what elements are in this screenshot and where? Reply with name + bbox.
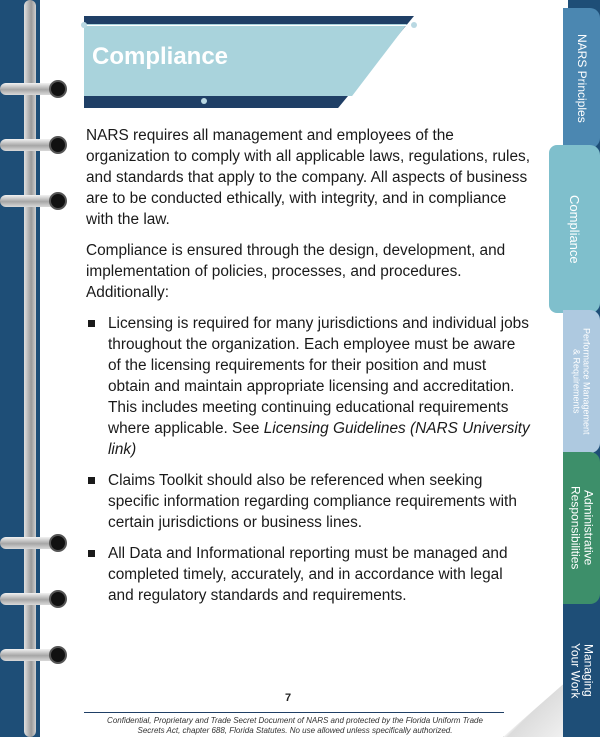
- bullet-icon: [88, 477, 95, 484]
- banner-dot: [81, 22, 87, 28]
- bullet-text: All Data and Informational reporting must be managed and completed timely, accurately, and in accordance with legal and regulatory standards and requirements.: [108, 545, 508, 604]
- intro-paragraph: NARS requires all management and employees of the organization to comply with all applicable laws, regulations, rules, and standards that apply to the company. All aspects of business are to be conducted ethically, with integrity, and in compliance with the law.: [86, 127, 530, 228]
- footer-notice: Confidential, Proprietary and Trade Secret Document of NARS and protected by the Florida Uniform Trade Secrets Act, chapter 688, Florida Statutes. No use allowed unless specifically authorized.: [107, 716, 483, 735]
- binder-ring: [0, 588, 70, 610]
- binder-ring: [0, 644, 70, 666]
- tab-administrative-responsibilities[interactable]: [563, 452, 600, 604]
- bullet-text: Claims Toolkit should also be referenced when seeking specific information regarding compliance requirements with certain jurisdictions or business lines.: [108, 472, 517, 531]
- banner-divider: [84, 25, 414, 26]
- banner-dot: [411, 22, 417, 28]
- section-title: Compliance: [92, 43, 229, 70]
- tab-label: Performance Management & Requirements: [571, 328, 592, 435]
- tab-managing-your-work[interactable]: [563, 604, 600, 737]
- tab-label: NARS Principles: [575, 33, 589, 123]
- list-item: [86, 543, 531, 606]
- bullet-icon: [88, 320, 95, 327]
- tab-label: Managing Your Work: [568, 642, 596, 699]
- second-paragraph: Compliance is ensured through the design, development, and implementation of policies, processes, and procedures. Additionally:: [86, 242, 506, 301]
- tab-label: Administrative Responsibilities: [568, 486, 596, 570]
- bullet-text: Licensing is required for many jurisdictions and individual jobs throughout the organization. Each employee must be aware of the licensing requirements for their position and must obtain and maintain appropriate licensing and accreditation. This includes meeting continuing educational requirements where applicable. See: [108, 315, 529, 437]
- document-body: [86, 125, 531, 616]
- binder-ring: [0, 134, 70, 156]
- list-item: [86, 313, 531, 460]
- licensing-guidelines-link[interactable]: Licensing Guidelines (NARS University link): [108, 420, 530, 458]
- page-number: 7: [285, 692, 292, 704]
- bullet-icon: [88, 550, 95, 557]
- binder-ring: [0, 532, 70, 554]
- binder-ring: [0, 190, 70, 212]
- tab-nars-principles[interactable]: [563, 8, 600, 148]
- tab-compliance[interactable]: [549, 145, 600, 313]
- list-item: [86, 470, 531, 533]
- tab-label: Compliance: [567, 194, 582, 264]
- banner-dot: [201, 98, 207, 104]
- footer-divider: [84, 712, 504, 713]
- binder-spine: [24, 0, 36, 737]
- bullet-list: [86, 313, 531, 606]
- binder-ring: [0, 78, 70, 100]
- tab-performance-management[interactable]: [563, 310, 600, 453]
